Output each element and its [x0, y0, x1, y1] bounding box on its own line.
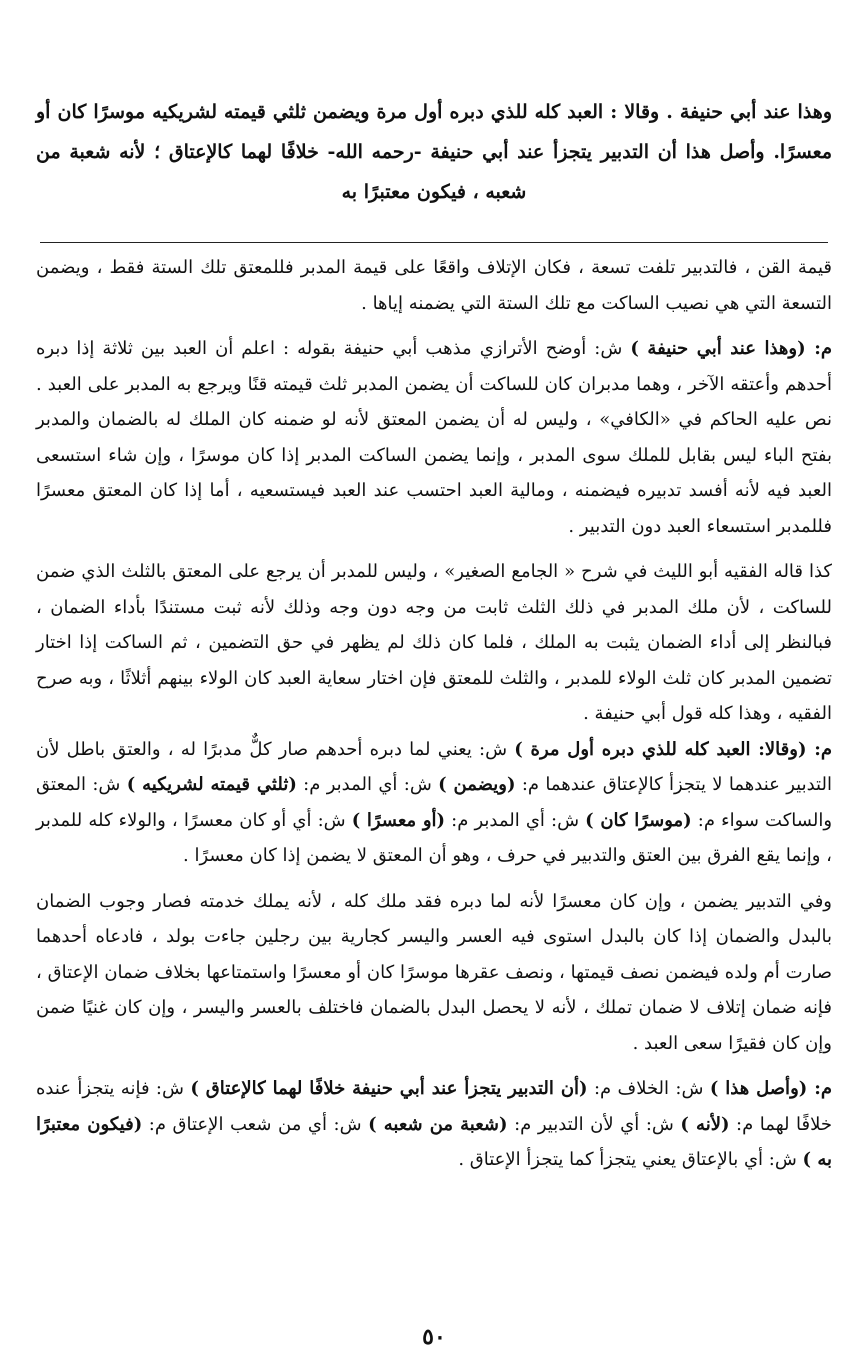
paragraph-2: [36, 331, 832, 544]
commentary-text: ش: أي من شعب الإعتاق م:: [142, 1113, 369, 1135]
paragraph-5: وفي التدبير يضمن ، وإن كان معسرًا لأنه لما دبره فقد ملك كله ، لأنه يملك خدمته فصار وجوب الضمان بالبدل والضمان إذا كان بالبدل استوى فيه العسر واليسر كجارية بين رجلين جاءت بولد ، فادعاه أحدهما صارت أم ولده فيضمن نصف قيمتها ، ونصف عقرها موسرًا كان أو معسرًا واستمتاعها بخلاف ضمان الإعتاق ، فإنه ضمان إتلاف لا ضمان تملك ، لأنه لا يحصل البدل بالضمان فاختلف بالعسر واليسر ، وإن كان غنيًا ضمن وإن كان فقيرًا سعى العبد .: [36, 890, 832, 1054]
matn-quote: (موسرًا كان ): [585, 809, 692, 831]
matn-quote: م: (وأصل هذا ): [709, 1078, 832, 1099]
commentary-text: ش: أي لأن التدبير م:: [507, 1113, 681, 1135]
paragraph-6: [36, 1071, 832, 1178]
page-number: ٥٠: [422, 1324, 446, 1350]
commentary-text: ش: الخلاف م:: [587, 1078, 710, 1099]
paragraph-1: قيمة القن ، فالتدبير تلفت تسعة ، فكان الإتلاف واقعًا على قيمة المدبر فللمعتق تلك الستة فقط ، ويضمن التسعة التي هي نصيب الساكت مع تلك الستة التي يضمنه إياها .: [36, 257, 832, 314]
commentary-text: ش: أي المدبر م:: [445, 809, 586, 831]
matn-quote: (لأنه ): [680, 1113, 730, 1135]
commentary-text: ش: أي المدبر م:: [296, 774, 439, 795]
commentary-text: ش: يعني لما دبره أحدهم صار كلٌّ مدبرًا له ، والعتق باطل لأن التدبير عندهما لا يتجزأ كالإعتاق عندهما م:: [36, 738, 832, 795]
matn-quote: (ويضمن ): [438, 774, 516, 795]
matn-quote: (شعبة من شعبه ): [368, 1113, 508, 1135]
commentary-text: ش: المعتق والساكت سواء م:: [36, 774, 833, 831]
separator-rule: [40, 242, 828, 243]
commentary-text: ش: أي بالإعتاق يعني يتجزأ كما يتجزأ الإعتاق .: [458, 1149, 803, 1170]
matn-quote: م: (وهذا عند أبي حنيفة ): [630, 338, 832, 359]
paragraph-4: [36, 732, 832, 874]
matn-quote: (أن التدبير يتجزأ عند أبي حنيفة خلافًا لهما كالإعتاق ): [190, 1078, 588, 1099]
paragraph-3: كذا قاله الفقيه أبو الليث في شرح « الجامع الصغير» ، وليس للمدبر أن يرجع على المعتق بالثلث الذي ضمن للساكت ، لأن ملك المدبر في ذلك الثلث ثابت من وجه دون وجه وذلك لأنه ثبت مستندًا بأداء الضمان ، فبالنظر إلى أداء الضمان يثبت به الملك ، فلما كان ذلك لم يظهر في حق التضمين ، ثم الساكت إذا اختار تضمين المدبر كان ثلث الولاء للمدبر ، والثلث للمعتق فإن اختار سعاية العبد كان الولاء بينهم أثلاثًا ، وبه صرح الفقيه ، وهذا كله قول أبي حنيفة .: [36, 561, 833, 724]
matn-quote: م: (وقالا: العبد كله للذي دبره أول مرة ): [514, 738, 832, 760]
commentary-text: ش: فإنه يتجزأ عنده خلافًا لهما م:: [36, 1078, 832, 1135]
sharh-commentary: [36, 250, 832, 1178]
matn-text: وهذا عند أبي حنيفة . وقالا : العبد كله للذي دبره أول مرة ويضمن ثلثي قيمته لشريكيه موسرًا كان أو معسرًا. وأصل هذا أن التدبير يتجزأ عند أبي حنيفة -رحمه الله- خلافًا لهما كالإعتاق ؛ لأنه شعبة من شعبه ، فيكون معتبرًا به: [36, 101, 832, 203]
commentary-text: ش: أوضح الأترازي مذهب أبي حنيفة بقوله : اعلم أن العبد بين ثلاثة إذا دبره أحدهم وأعتقه الآخر ، وهما مدبران كان للساكت أن يضمن المدبر ثلث قيمته قنًا ويرجع به المدبر على العبد . نص عليه الحاكم في «الكافي» ، وليس له أن يضمن المعتق لأنه لو ضمنه كان الملك له بالضمان والمدبر بفتح الباء ليس بقابل للملك سوى المدبر ، وإنما يضمن الساكت المدبر إذا كان موسرًا ، وإن شاء استسعى العبد فيه لأنه أفسد تدبيره فيضمنه ، ومالية العبد احتسب عند العبد فيستسعيه ، أما إذا كان المعتق معسرًا فللمدبر استسعاء العبد دون التدبير .: [36, 338, 832, 537]
matn-quote: (أو معسرًا ): [351, 809, 446, 831]
commentary-text: ش: أي أو كان معسرًا ، والولاء كله للمدبر ، وإنما يقع الفرق بين العتق والتدبير في حرف ، وهو أن المعتق لا يضمن إذا كان معسرًا .: [36, 809, 832, 866]
matn-quote: (ثلثي قيمته لشريكيه ): [126, 774, 297, 795]
matn-quote: (فيكون معتبرًا به ): [36, 1113, 832, 1170]
